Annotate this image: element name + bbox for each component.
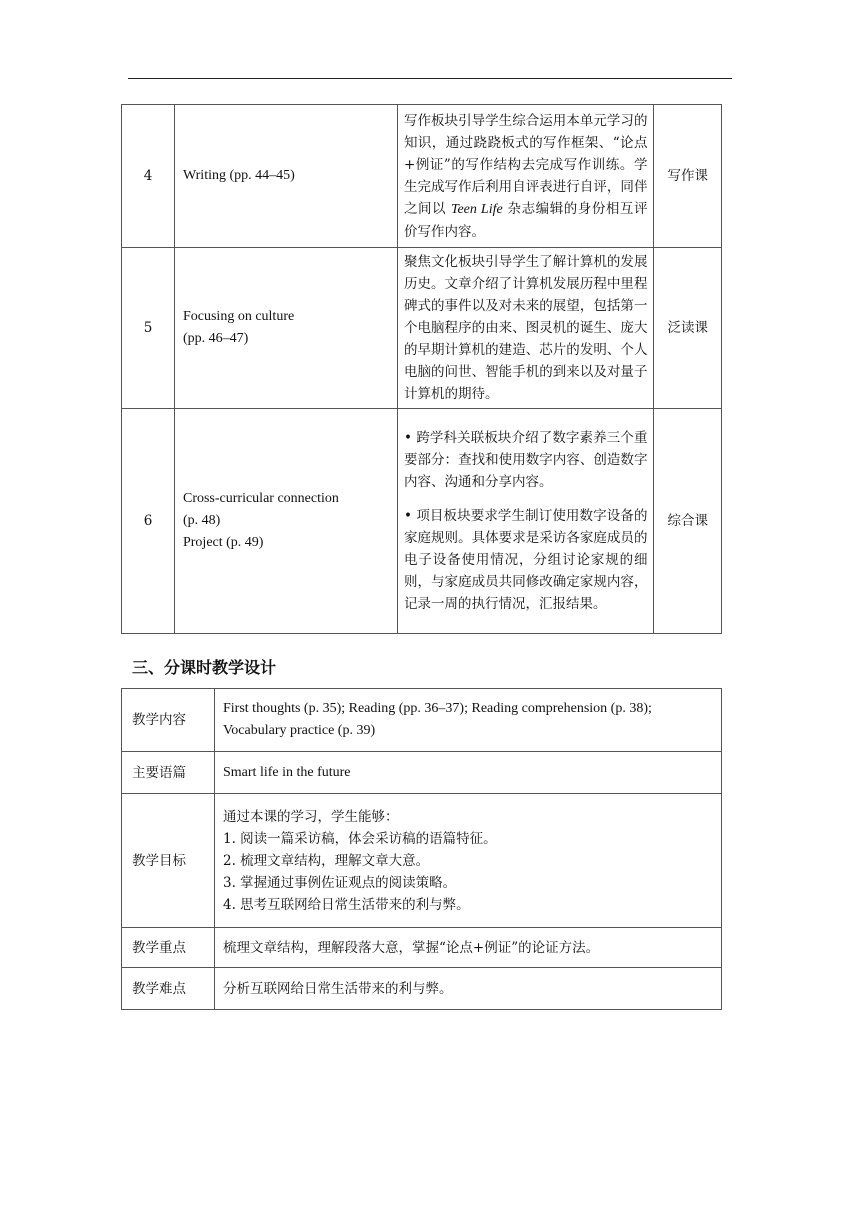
section-line: Project (p. 49) (182, 535, 264, 550)
section-line: Cross-curricular connection (182, 491, 339, 506)
section-title (174, 248, 397, 409)
section-description (397, 409, 653, 634)
section-heading: 三、分课时教学设计 (132, 658, 277, 677)
section-description: 聚焦文化板块引导学生了解计算机的发展历史。文章介绍了计算机发展历程中里程碑式的事件以及对未来的展望，包括第一个电脑程序的由来、图灵机的诞生、庞大的早期计算机的建造、芯片的发明、个人电脑的问世、智能手机的到来以及对量子计算机的期待。 (397, 248, 653, 409)
section-description (397, 105, 653, 248)
table-row (122, 248, 722, 409)
lesson-design-table (121, 688, 722, 1010)
lesson-type: 写作课 (654, 105, 722, 248)
unit-sections-table (121, 104, 722, 634)
text-value: Smart life in the future (215, 752, 722, 794)
section-line: Writing (pp. 44–45) (182, 168, 295, 183)
row-label: 教学内容 (122, 689, 215, 752)
goal-item: 1. 阅读一篇采访稿，体会采访稿的语篇特征。 (223, 830, 497, 847)
table-row (122, 752, 722, 794)
lesson-type: 综合课 (654, 409, 722, 634)
goal-item: 4. 思考互联网给日常生活带来的利与弊。 (223, 896, 470, 913)
table-row (122, 794, 722, 928)
content-value: First thoughts (p. 35); Reading (pp. 36–37); Reading comprehension (p. 38); Vocabulary practice (p. 39) (215, 689, 722, 752)
lesson-type: 泛读课 (654, 248, 722, 409)
row-number: 5 (122, 248, 175, 409)
description-text: 写作板块引导学生综合运用本单元学习的知识，通过跷跷板式的写作框架、“论点+例证”的写作结构去完成写作训练。学生完成写作后利用自评表进行自评，同伴之间以 (403, 112, 648, 217)
header-rule (128, 78, 732, 79)
section-title (174, 105, 397, 248)
key-value: 梳理文章结构，理解段落大意，掌握“论点+例证”的论证方法。 (215, 928, 722, 968)
section-line: (pp. 46–47) (182, 331, 249, 346)
table-row (122, 689, 722, 752)
table-row (122, 928, 722, 968)
row-label: 教学重点 (122, 928, 215, 968)
goal-item: 3. 掌握通过事例佐证观点的阅读策略。 (223, 874, 457, 891)
table-row (122, 968, 722, 1010)
magazine-name: Teen Life (450, 201, 503, 217)
row-label: 主要语篇 (122, 752, 215, 794)
row-label: 教学目标 (122, 794, 215, 928)
row-number: 6 (122, 409, 175, 634)
goals-intro: 通过本课的学习，学生能够： (223, 808, 399, 825)
section-title (174, 409, 397, 634)
bullet-item: • 项目板块要求学生制订使用数字设备的家庭规则。具体要求是采访各家庭成员的电子设备使用情况，分组讨论家规的细则，与家庭成员共同修改确定家规内容，记录一周的执行情况，汇报结果。 (403, 508, 648, 612)
section-line: Focusing on culture (182, 309, 295, 324)
table-row (122, 409, 722, 634)
bullet-item: • 跨学科关联板块介绍了数字素养三个重要部分：查找和使用数字内容、创造数字内容、沟通和分享内容。 (403, 430, 648, 490)
description-text: 杂志编辑的身份相互评价写作内容。 (403, 200, 648, 240)
goals-value (215, 794, 722, 928)
row-label: 教学难点 (122, 968, 215, 1010)
section-line: (p. 48) (182, 513, 221, 528)
row-number: 4 (122, 105, 175, 248)
table-row (122, 105, 722, 248)
difficulty-value: 分析互联网给日常生活带来的利与弊。 (215, 968, 722, 1010)
goal-item: 2. 梳理文章结构，理解文章大意。 (223, 852, 430, 869)
